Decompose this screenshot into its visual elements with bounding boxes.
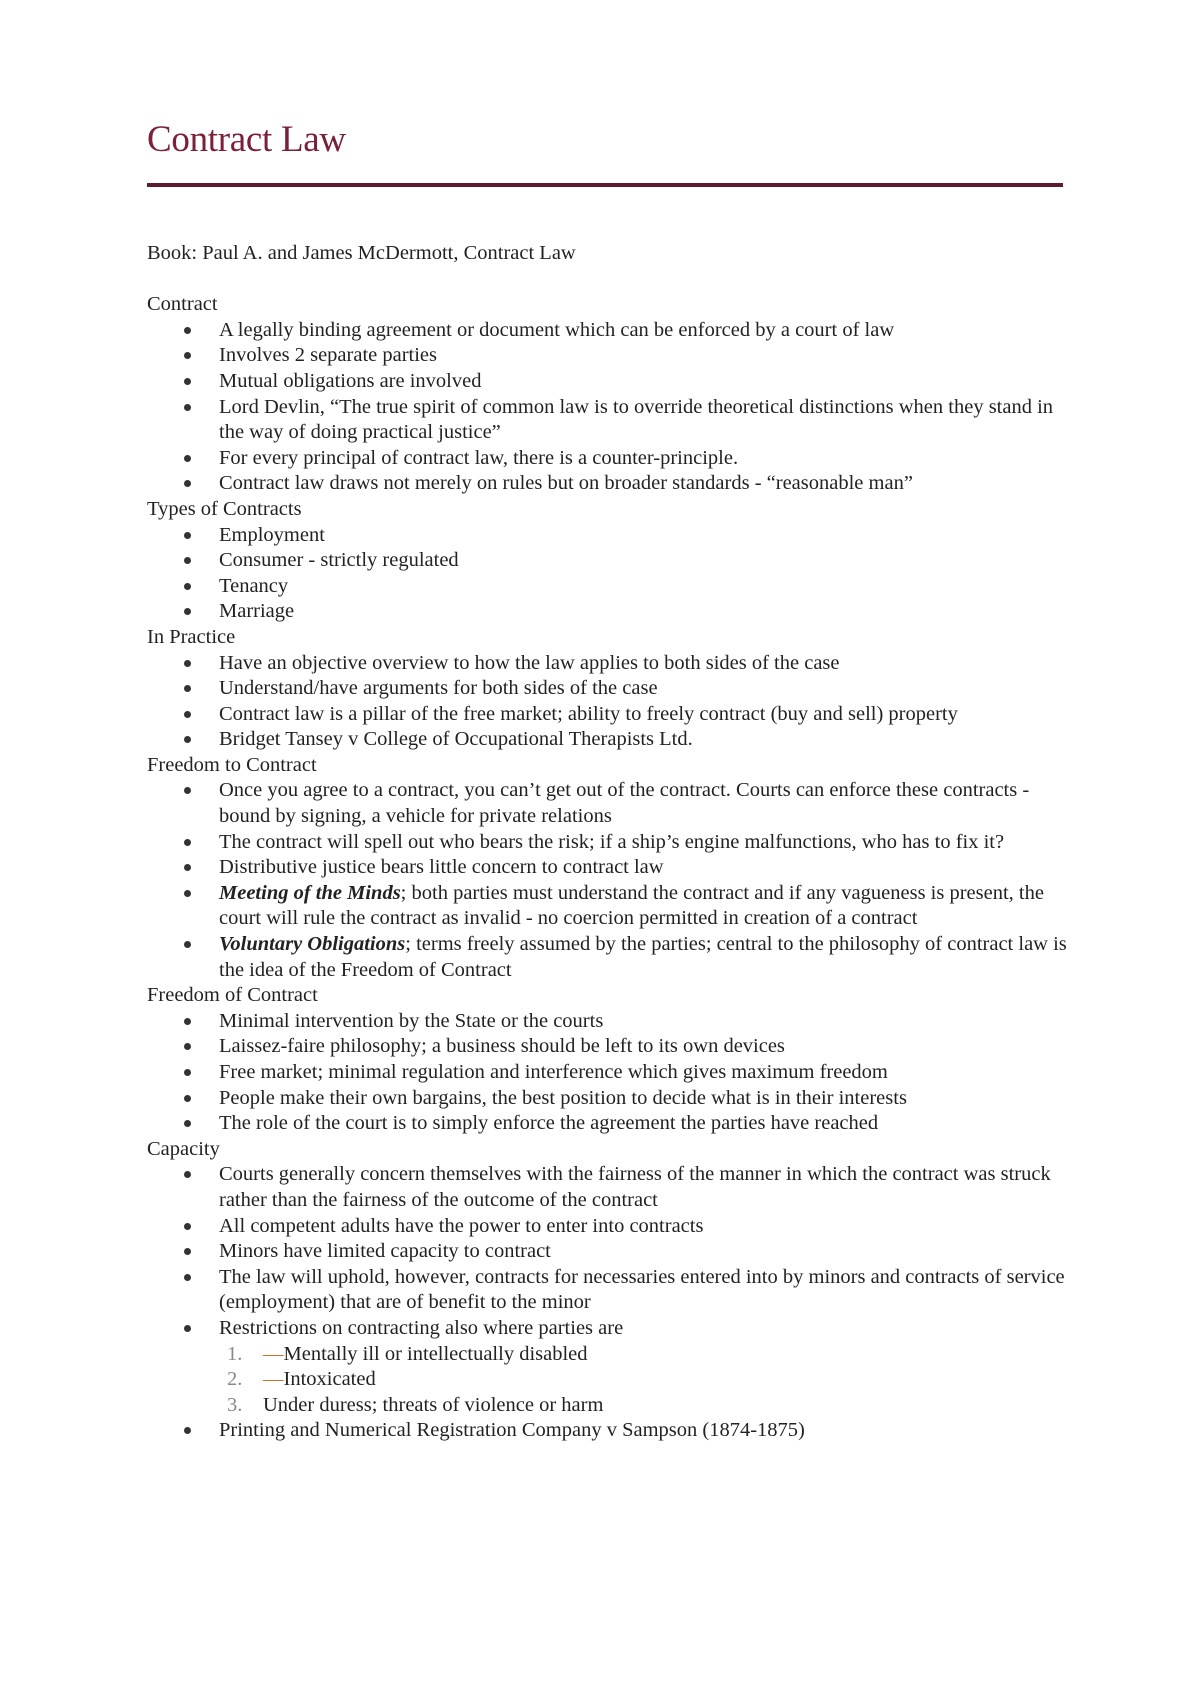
list-item: The role of the court is to simply enforce the agreement the parties have reached: [219, 1111, 1067, 1137]
section-heading-capacity: Capacity: [147, 1137, 220, 1160]
item-text: Mentally ill or intellectually disabled: [283, 1342, 588, 1365]
list-item: Contract law is a pillar of the free market; ability to freely contract (buy and sell) property: [219, 702, 1067, 728]
list-item: Consumer - strictly regulated: [219, 548, 1067, 574]
list-item: Courts generally concern themselves with the fairness of the manner in which the contract was struck rather than the fairness of the outcome of the contract: [219, 1162, 1067, 1213]
list-item: People make their own bargains, the best position to decide what is in their interests: [219, 1086, 1067, 1112]
in-practice-list: [147, 651, 1067, 753]
term-voluntary-obligations: Voluntary Obligations: [219, 933, 406, 956]
list-item: Once you agree to a contract, you can’t get out of the contract. Courts can enforce these contracts - bound by signing, a vehicle for private relations: [219, 778, 1067, 829]
list-item: Have an objective overview to how the law applies to both sides of the case: [219, 651, 1067, 677]
section-heading-freedom-to-contract: Freedom to Contract: [147, 753, 317, 776]
numbered-item: [227, 1393, 1067, 1419]
list-item: Printing and Numerical Registration Company v Sampson (1874-1875): [219, 1418, 1067, 1444]
section-heading-types-of-contracts: Types of Contracts: [147, 497, 302, 520]
capacity-list: [147, 1162, 1067, 1341]
list-item: [219, 881, 1067, 932]
list-item: For every principal of contract law, there is a counter-principle.: [219, 446, 1067, 472]
term-description: ; both parties must understand the contract and if any vagueness is present, the court will rule the contract as invalid - no coercion permitted in creation of a contract: [219, 881, 1044, 930]
term-description: ; terms freely assumed by the parties; central to the philosophy of contract law is the idea of the Freedom of Contract: [219, 933, 1067, 981]
list-item: Contract law draws not merely on rules but on broader standards - “reasonable man”: [219, 471, 1067, 497]
list-item: Distributive justice bears little concern to contract law: [219, 855, 1067, 881]
list-item: Minimal intervention by the State or the courts: [219, 1009, 1067, 1035]
title-rule: [147, 183, 1063, 187]
list-item: All competent adults have the power to enter into contracts: [219, 1214, 1067, 1240]
list-item: Bridget Tansey v College of Occupational Therapists Ltd.: [219, 727, 1067, 753]
list-item: Laissez-faire philosophy; a business should be left to its own devices: [219, 1034, 1067, 1060]
list-item: Marriage: [219, 599, 1067, 625]
item-text: Intoxicated: [283, 1368, 376, 1391]
list-item: Tenancy: [219, 574, 1067, 600]
list-item: Involves 2 separate parties: [219, 343, 1067, 369]
capacity-list-continued: [147, 1418, 1067, 1444]
numbered-item: [227, 1367, 1067, 1393]
item-text: Under duress; threats of violence or harm: [263, 1393, 604, 1416]
list-item: Restrictions on contracting also where parties are: [219, 1316, 1067, 1342]
document-body: [147, 241, 1067, 1444]
term-meeting-of-the-minds: Meeting of the Minds: [219, 881, 401, 904]
book-reference: Book: Paul A. and James McDermott, Contract Law: [147, 242, 576, 264]
list-item: Understand/have arguments for both sides of the case: [219, 676, 1067, 702]
list-item: Employment: [219, 523, 1067, 549]
list-item: Lord Devlin, “The true spirit of common law is to override theoretical distinctions when they stand in the way of doing practical justice”: [219, 395, 1067, 446]
item-number: 1.: [227, 1342, 243, 1365]
types-list: [147, 523, 1067, 625]
list-item: A legally binding agreement or document which can be enforced by a court of law: [219, 318, 1067, 344]
section-heading-contract: Contract: [147, 293, 218, 316]
item-number: 3.: [227, 1393, 243, 1416]
dash-mark: —: [263, 1368, 284, 1391]
freedom-to-contract-list: [147, 778, 1067, 983]
freedom-of-contract-list: [147, 1009, 1067, 1137]
section-heading-in-practice: In Practice: [147, 625, 236, 648]
numbered-item: [227, 1342, 1067, 1368]
dash-mark: —: [263, 1342, 284, 1365]
list-item: The law will uphold, however, contracts for necessaries entered into by minors and contracts of service (employment) that are of benefit to the minor: [219, 1265, 1067, 1316]
contract-list: [147, 318, 1067, 497]
list-item: Minors have limited capacity to contract: [219, 1239, 1067, 1265]
list-item: The contract will spell out who bears the risk; if a ship’s engine malfunctions, who has to fix it?: [219, 830, 1067, 856]
list-item: Free market; minimal regulation and interference which gives maximum freedom: [219, 1060, 1067, 1086]
document-title: Contract Law: [147, 119, 346, 160]
list-item: [219, 932, 1067, 983]
section-heading-freedom-of-contract: Freedom of Contract: [147, 984, 318, 1007]
list-item: Mutual obligations are involved: [219, 369, 1067, 395]
restrictions-sublist: [147, 1342, 1067, 1419]
item-number: 2.: [227, 1368, 243, 1391]
